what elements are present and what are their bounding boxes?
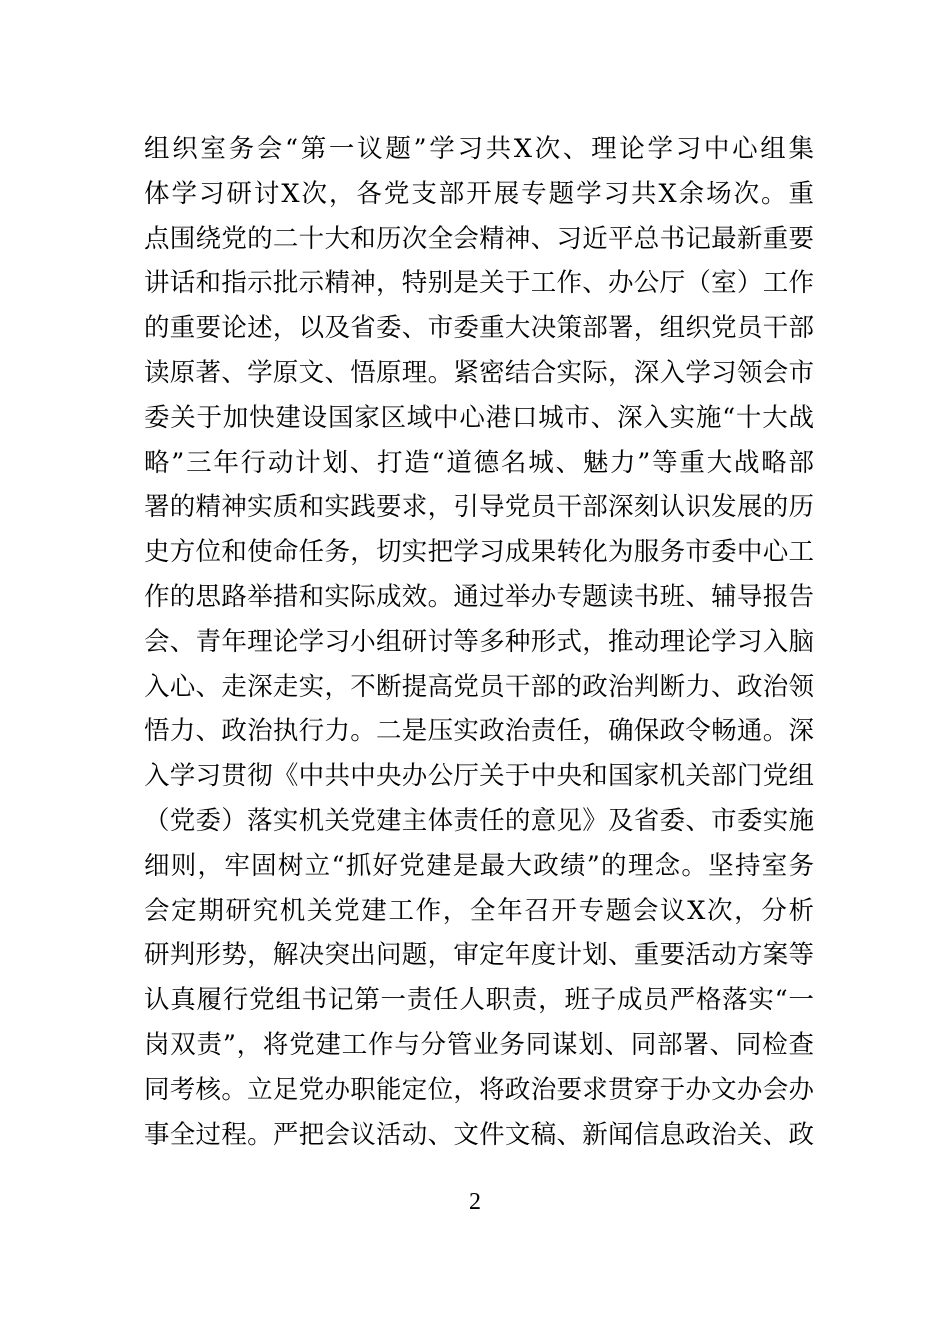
text-line-1: 组织室务会“第一议题”学习共X次、理论学习中心组集 xyxy=(144,134,814,164)
text-line-4: 讲话和指示批示精神，特别是关于工作、办公厅（室）工作 xyxy=(144,268,814,299)
text-line-5: 的重要论述，以及省委、市委重大决策部署，组织党员干部 xyxy=(144,313,814,344)
text-line-3: 点围绕党的二十大和历次全会精神、习近平总书记最新重要 xyxy=(144,223,814,254)
text-line-19: 研判形势，解决突出问题，审定年度计划、重要活动方案等 xyxy=(144,940,814,971)
text-line-14: 悟力、政治执行力。二是压实政治责任，确保政令畅通。深 xyxy=(144,716,814,747)
text-line-17: 细则，牢固树立“抓好党建是最大政绩”的理念。坚持室务 xyxy=(144,850,814,881)
text-line-7: 委关于加快建设国家区域中心港口城市、深入实施“十大战 xyxy=(144,402,814,433)
text-line-13: 入心、走深走实，不断提高党员干部的政治判断力、政治领 xyxy=(144,671,814,702)
text-line-9: 署的精神实质和实践要求，引导党员干部深刻认识发展的历 xyxy=(144,492,814,523)
page-number: 2 xyxy=(469,1189,481,1215)
text-line-16: （党委）落实机关党建主体责任的意见》及省委、市委实施 xyxy=(144,805,814,836)
text-line-2: 体学习研讨X次，各党支部开展专题学习共X余场次。重 xyxy=(144,178,814,209)
text-line-6: 读原著、学原文、悟原理。紧密结合实际，深入学习领会市 xyxy=(144,357,814,388)
text-line-12: 会、青年理论学习小组研讨等多种形式，推动理论学习入脑 xyxy=(144,626,814,657)
body-paragraph xyxy=(144,127,814,1157)
text-line-22: 同考核。立足党办职能定位，将政治要求贯穿于办文办会办 xyxy=(144,1074,814,1105)
text-line-15: 入学习贯彻《中共中央办公厅关于中央和国家机关部门党组 xyxy=(144,761,814,792)
text-line-23: 事全过程。严把会议活动、文件文稿、新闻信息政治关、政 xyxy=(144,1119,814,1150)
text-line-10: 史方位和使命任务，切实把学习成果转化为服务市委中心工 xyxy=(144,537,814,568)
text-line-20: 认真履行党组书记第一责任人职责，班子成员严格落实“一 xyxy=(144,985,814,1016)
text-line-8: 略”三年行动计划、打造“道德名城、魅力”等重大战略部 xyxy=(144,447,814,478)
text-line-11: 作的思路举措和实际成效。通过举办专题读书班、辅导报告 xyxy=(144,581,814,612)
text-line-18: 会定期研究机关党建工作，全年召开专题会议X次，分析 xyxy=(144,895,814,926)
text-line-21: 岗双责”，将党建工作与分管业务同谋划、同部署、同检查 xyxy=(144,1029,814,1060)
